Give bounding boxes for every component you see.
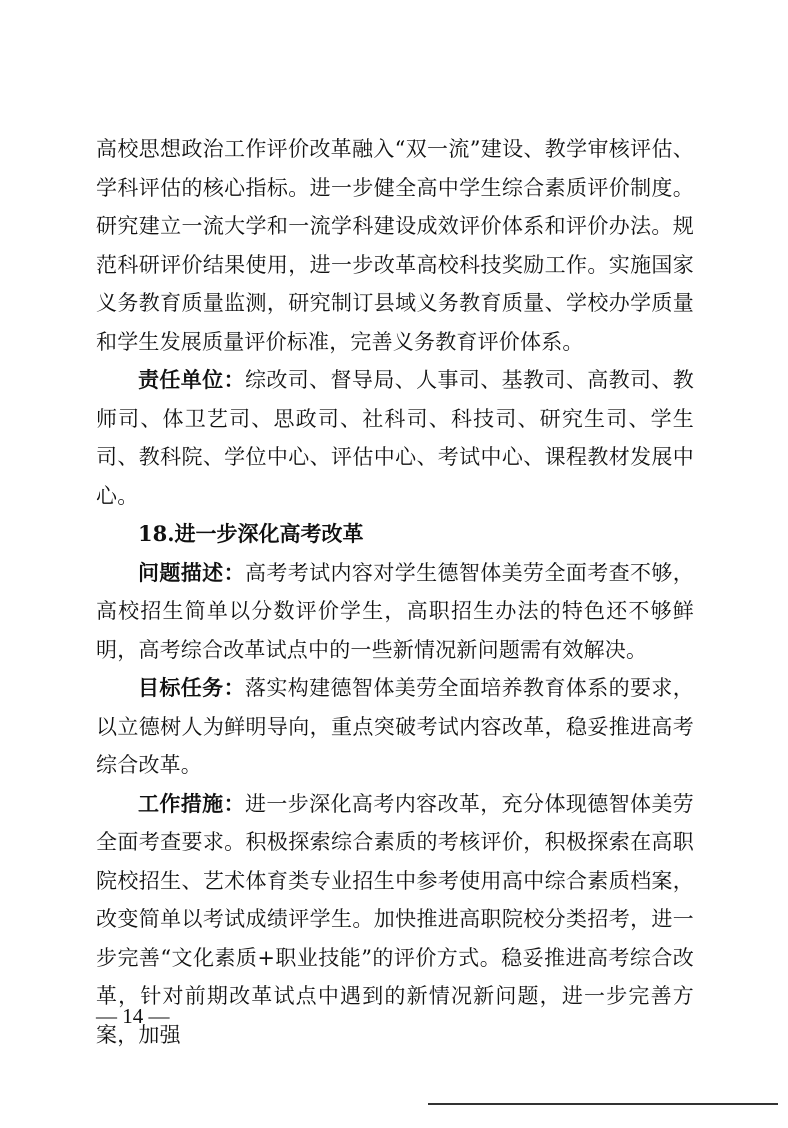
body-text xyxy=(96,130,694,1054)
responsibility-label: 责任单位： xyxy=(138,367,245,392)
problem-text: 高考考试内容对学生德智体美劳全面考查不够，高校招生简单以分数评价学生，高职招生办法的特色还不够鲜明，高考综合改革试点中的一些新情况新问题需有效解决。 xyxy=(96,560,695,662)
responsibility-text: 综改司、督导局、人事司、基教司、高教司、教师司、体卫艺司、思政司、社科司、科技司、研究生司、学生司、教科院、学位中心、评估中心、考试中心、课程教材发展中心。 xyxy=(96,368,695,508)
goal-text: 落实构建德智体美劳全面培养教育体系的要求，以立德树人为鲜明导向，重点突破考试内容改革，稳妥推进高考综合改革。 xyxy=(96,676,695,777)
paragraph-intro: 高校思想政治工作评价改革融入“双一流”建设、教学审核评估、学科评估的核心指标。进一步健全高中学生综合素质评价制度。研究建立一流大学和一流学科建设成效评价体系和评价办法。规范科研评价结果使用，进一步改革高校科技奖励工作。实施国家义务教育质量监测，研究制订县域义务教育质量、学校办学质量和学生发展质量评价标准，完善义务教育评价体系。 xyxy=(96,137,694,354)
bottom-rule-divider xyxy=(428,1103,778,1105)
problem-label: 问题描述： xyxy=(138,559,245,585)
measures-text: 进一步深化高考内容改革，充分体现德智体美劳全面考查要求。积极探索综合素质的考核评价，积极探索在高职院校招生、艺术体育类专业招生中参考使用高中综合素质档案，改变简单以考试成绩评学生。加快推进高职院校分类招考，进一步完善“文化素质+职业技能”的评价方式。稳妥推进高考综合改革，针对前期改革试点中遇到的新情况新问题，进一步完善方案，加强 xyxy=(96,791,695,1047)
measures-label: 工作措施： xyxy=(138,790,245,816)
paragraph-responsibility xyxy=(96,361,694,515)
paragraph-measures xyxy=(96,785,694,1055)
paragraph-problem xyxy=(96,554,694,670)
paragraph-goal xyxy=(96,669,694,785)
section-heading: 18.进一步深化高考改革 xyxy=(138,521,364,546)
goal-label: 目标任务： xyxy=(138,675,245,700)
page-number: — 14 — xyxy=(96,1004,170,1028)
